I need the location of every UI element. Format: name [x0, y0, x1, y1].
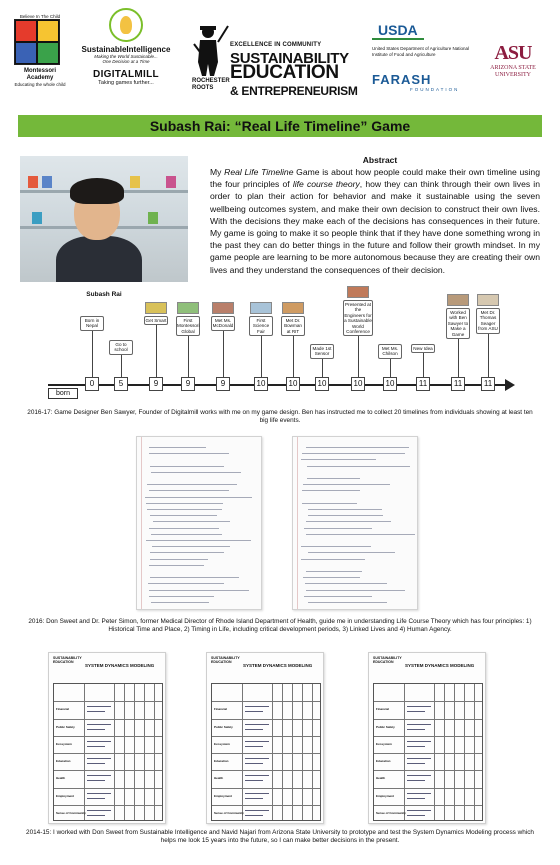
sponsor-logos: [0, 0, 560, 108]
sdm-row-label: Financial: [376, 707, 390, 712]
timeline-stem: [92, 331, 93, 377]
timeline-event-photo: [477, 294, 499, 306]
caption-2016-17: 2016-17: Game Designer Ben Sawyer, Founder of Digitalmill works with me on my game design. Ben has instructed me to collect 20 timelines from individuals showing at least ten big life events.: [27, 409, 533, 425]
montessori-hands-icon: [14, 19, 60, 65]
timeline-event-photo: [282, 302, 304, 314]
rr-education: EDUCATION: [230, 62, 339, 83]
montessori-tagline: Believe In The Child: [19, 14, 61, 19]
timeline-event-label: Go to school: [109, 340, 133, 355]
timeline-event-photo: [212, 302, 234, 314]
sdm-sheet-logo: SUSTAINABILITY EDUCATION: [211, 656, 240, 664]
timeline-age-marker: 10: [286, 377, 300, 391]
asu-name: ASU: [494, 42, 532, 64]
timeline-event-label: Met Dr. Thomas Seager from ASU: [476, 308, 500, 334]
rr-entrepreneurism: & ENTREPRENEURISM: [230, 84, 358, 98]
montessori-sub: Educating the whole child: [14, 82, 66, 87]
sdm-row-label: Financial: [56, 707, 70, 712]
timeline-event-label: New Idea: [411, 344, 435, 353]
timeline-event-label: Worked with Ben Sawyer to Make a Game: [446, 308, 470, 339]
timeline-event-photo: [250, 302, 272, 314]
rochester-roots-logo: [188, 22, 364, 102]
farash-foundation-logo: [372, 72, 484, 92]
timeline-event-photo: [177, 302, 199, 314]
timeline-stem: [322, 359, 323, 377]
timeline-stem: [423, 353, 424, 377]
sdm-row-label: Financial: [214, 707, 228, 712]
sdm-row-label: Education: [56, 759, 71, 763]
sdm-row-label: Public Safety: [376, 724, 395, 729]
timeline-age-marker: 10: [383, 377, 397, 391]
digitalmill-name: DIGITALMILL: [93, 69, 159, 80]
timeline-age-marker: 5: [114, 377, 128, 391]
farmer-silhouette-icon: [188, 22, 230, 78]
sdm-row-label: Education: [214, 759, 229, 763]
abstract-text: My Real Life Timeline Game is about how people could make their own timeline using the four principles of life course theory, how they can think through their own lives in order to plan their action for behavior and make it sustainable using the seven wellbeing outcomes system, and make their own decision to construct their own lives. With the decisions they make each of the decisions has consequences in their future. My game is going to make it so people think that if they have done something wrong in the past they can do better things in the future and follow their growth mindset. In my game people are learning to be more autonomous because they are creating their own lives and they understand the consequences of their decision.: [210, 167, 540, 275]
timeline-age-marker: 10: [315, 377, 329, 391]
sdm-row-label: Employment: [214, 793, 233, 798]
sustainable-intelligence-logo: [74, 8, 178, 86]
timeline-event-label: Born in Nepal: [80, 316, 104, 331]
farash-sub: FOUNDATION: [410, 87, 460, 92]
timeline-event-label: Met Ms. McDonald: [211, 316, 235, 331]
asu-sub: ARIZONA STATE UNIVERSITY: [490, 65, 536, 78]
handwritten-notes-page-1: [136, 436, 262, 610]
timeline-event-label: First Montessori Global: [176, 316, 200, 336]
usda-name: USDA: [372, 22, 424, 40]
sdm-sheet-title: SYSTEM DYNAMICS MODELING: [405, 663, 475, 668]
si-tagline: Making the World Sustainable...: [94, 54, 158, 59]
poster-title: Subash Rai: “Real Life Timeline” Game: [18, 115, 542, 137]
rr-sustainability: SUSTAINABILITY: [230, 50, 349, 67]
timeline-event-label: Made 1st Sensor: [310, 344, 334, 359]
sdm-row-label: Ecosystem: [376, 741, 392, 746]
sdm-sheet-logo: SUSTAINABILITY EDUCATION: [373, 656, 402, 664]
caption-2016: 2016: Don Sweet and Dr. Peter Simon, former Medical Director of Rhode Island Department of Health, guide me in understanding Life Course Theory which has four principles: 1) Historical Time and Place, 2) Timing in Life, including critical development periods, 3) Linked Lives and 4) Human Agency.: [28, 618, 532, 634]
timeline-event-label: First Science Fair: [249, 316, 273, 336]
timeline-stem: [261, 336, 262, 377]
sdm-row-label: Health: [376, 776, 386, 781]
timeline-age-marker: 10: [254, 377, 268, 391]
sdm-row-label: Sense of Community: [214, 810, 244, 815]
timeline-age-marker: 9: [149, 377, 163, 391]
timeline-arrow-icon: [505, 379, 515, 391]
timeline-stem: [223, 331, 224, 377]
timeline-age-marker: 0: [85, 377, 99, 391]
farash-name: FARASH: [372, 72, 432, 87]
sdm-row-label: Education: [376, 759, 391, 763]
timeline-event-photo: [447, 294, 469, 306]
digitalmill-tagline: Taking games further...: [98, 80, 154, 86]
lightbulb-icon: [109, 8, 143, 42]
handwritten-notes-page-2: [292, 436, 418, 610]
si-tagline-2: One Decision at a Time: [102, 59, 150, 64]
timeline-age-marker: 10: [351, 377, 365, 391]
asu-logo: [480, 42, 546, 79]
sdm-row-label: Public Safety: [56, 724, 75, 729]
timeline-event-photo: [347, 286, 369, 298]
sdm-row-label: Ecosystem: [56, 741, 72, 746]
sdm-worksheet-2: [206, 652, 324, 824]
sdm-row-label: Health: [56, 776, 66, 781]
timeline-event-label: Get Smart: [144, 316, 168, 325]
sdm-worksheet-3: [368, 652, 486, 824]
timeline-stem: [156, 325, 157, 377]
photo-caption: Subash Rai: [86, 291, 122, 298]
sdm-sheet-logo: SUSTAINABILITY EDUCATION: [53, 656, 82, 664]
timeline-stem: [390, 359, 391, 377]
sdm-sheet-title: SYSTEM DYNAMICS MODELING: [243, 663, 313, 668]
timeline-age-marker: 9: [216, 377, 230, 391]
sdm-row-label: Employment: [56, 793, 75, 798]
sdm-sheet-title: SYSTEM DYNAMICS MODELING: [85, 663, 155, 668]
sdm-row-label: Health: [214, 776, 224, 781]
sdm-row-label: Ecosystem: [214, 741, 230, 746]
sdm-sheet-grid: [53, 683, 163, 821]
si-name: SustainableIntelligence: [81, 45, 171, 54]
timeline-stem: [458, 339, 459, 377]
sdm-sheet-grid: [373, 683, 483, 821]
timeline-stem: [488, 334, 489, 377]
timeline-stem: [188, 336, 189, 377]
timeline-born-label: born: [48, 388, 78, 399]
timeline-stem: [293, 336, 294, 377]
abstract-heading: Abstract: [362, 155, 398, 165]
timeline-event-photo: [145, 302, 167, 314]
sdm-sheet-grid: [211, 683, 321, 821]
timeline-stem: [121, 355, 122, 377]
caption-2014-15: 2014-15: I worked with Don Sweet from Sustainable Intelligence and Navid Najari from Arizona State University to prototype and test the System Dynamics Modeling process which helps me look 15 years into the future, so I can make better decisions in the present.: [26, 829, 534, 845]
usda-text: United States Department of Agriculture National Institute of Food and Agriculture: [372, 46, 470, 57]
real-life-timeline: [0, 300, 560, 402]
usda-logo: [372, 22, 472, 58]
sdm-worksheet-1: [48, 652, 166, 824]
timeline-age-marker: 11: [481, 377, 495, 391]
timeline-age-marker: 11: [416, 377, 430, 391]
timeline-stem: [358, 336, 359, 377]
student-photo: [20, 156, 188, 282]
rr-roots: ROCHESTER ROOTS: [192, 78, 230, 91]
rr-excellence: EXCELLENCE IN COMMUNITY: [230, 42, 322, 48]
sdm-row-label: Sense of Community: [376, 810, 406, 815]
montessori-name: Montessori Academy: [23, 68, 56, 81]
timeline-event-label: Presented at the Engineers for a Sustainable World Conference: [343, 300, 373, 336]
timeline-age-marker: 9: [181, 377, 195, 391]
sdm-row-label: Public Safety: [214, 724, 233, 729]
montessori-academy-logo: [14, 14, 66, 87]
timeline-event-label: Met Ms. Chilson: [378, 344, 402, 359]
sdm-row-label: Sense of Community: [56, 810, 86, 815]
timeline-age-marker: 11: [451, 377, 465, 391]
sdm-row-label: Employment: [376, 793, 395, 798]
timeline-event-label: Met Dr. Bowman at RIT: [281, 316, 305, 336]
